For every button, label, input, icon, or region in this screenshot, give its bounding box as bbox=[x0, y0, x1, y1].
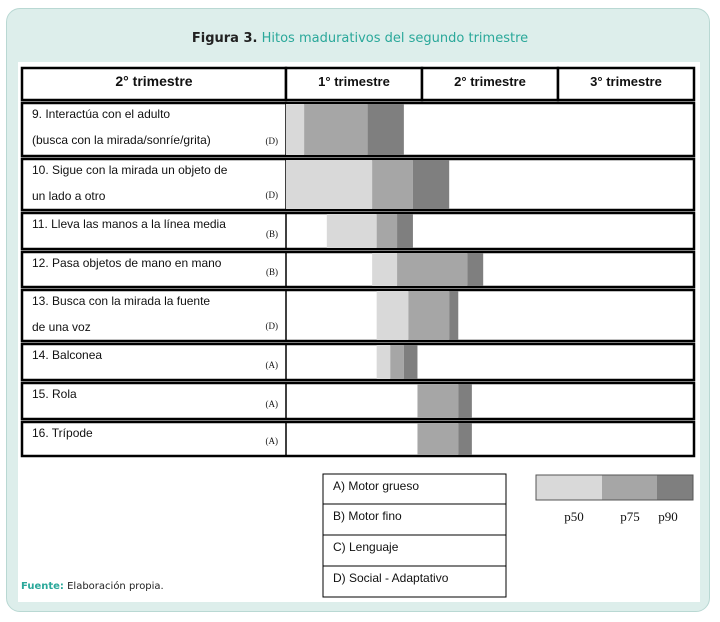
milestone-domain-code: (A) bbox=[265, 360, 278, 370]
bar-p90 bbox=[368, 104, 404, 155]
milestone-label: 10. Sigue con la mirada un objeto de bbox=[32, 163, 228, 177]
bar-p75 bbox=[377, 214, 397, 248]
domain-legend-item: D) Social - Adaptativo bbox=[333, 571, 449, 585]
milestone-domain-code: (B) bbox=[266, 229, 278, 239]
milestone-label: 9. Interactúa con el adulto bbox=[32, 107, 171, 121]
bar-p90 bbox=[397, 214, 413, 248]
percentile-swatch-p75 bbox=[602, 475, 657, 500]
header-label: 2° trimestre bbox=[454, 74, 526, 89]
milestone-domain-code: (D) bbox=[265, 136, 278, 146]
domain-legend-item: B) Motor fino bbox=[333, 509, 402, 523]
milestone-domain-code: (D) bbox=[265, 321, 278, 331]
milestone-row bbox=[22, 383, 694, 419]
milestone-domain-code: (D) bbox=[265, 190, 278, 200]
milestone-domain-code: (A) bbox=[265, 399, 278, 409]
milestone-label: 15. Rola bbox=[32, 387, 77, 401]
percentile-legend-label: p50 bbox=[564, 509, 584, 524]
bar-p50 bbox=[377, 291, 409, 340]
bar-p50 bbox=[286, 160, 372, 209]
milestone-domain-code: (B) bbox=[266, 267, 278, 277]
bar-p75 bbox=[417, 384, 458, 418]
header-label: 3° trimestre bbox=[590, 74, 662, 89]
source-text: Elaboración propia. bbox=[67, 581, 164, 592]
header-label: 2° trimestre bbox=[115, 73, 193, 89]
milestone-label: 14. Balconea bbox=[32, 348, 103, 362]
header-label: 1° trimestre bbox=[318, 74, 390, 89]
bar-p90 bbox=[449, 291, 458, 340]
milestone-label: (busca con la mirada/sonríe/grita) bbox=[32, 133, 211, 147]
bar-p90 bbox=[404, 345, 418, 379]
domain-legend-item: C) Lenguaje bbox=[333, 540, 399, 554]
domain-legend-item: A) Motor grueso bbox=[333, 479, 420, 493]
bar-p75 bbox=[390, 345, 404, 379]
figure-label: Figura 3. bbox=[191, 31, 258, 46]
bar-p90 bbox=[413, 160, 449, 209]
milestone-row bbox=[22, 422, 694, 456]
bar-p75 bbox=[397, 253, 467, 286]
bar-p50 bbox=[286, 104, 304, 155]
bar-p75 bbox=[408, 291, 449, 340]
bar-p50 bbox=[372, 253, 397, 286]
bar-p75 bbox=[372, 160, 413, 209]
bar-p75 bbox=[304, 104, 367, 155]
milestone-label: 11. Lleva las manos a la línea media bbox=[32, 217, 226, 231]
milestone-domain-code: (A) bbox=[265, 436, 278, 446]
bar-p75 bbox=[417, 423, 458, 455]
milestone-label: 12. Pasa objetos de mano en mano bbox=[32, 256, 222, 270]
milestone-label: un lado a otro bbox=[32, 189, 106, 203]
bar-p50 bbox=[327, 214, 377, 248]
bar-p50 bbox=[377, 345, 391, 379]
milestone-label: 16. Trípode bbox=[32, 426, 93, 440]
percentile-swatch-p90 bbox=[657, 475, 693, 500]
source-note bbox=[21, 581, 164, 592]
milestone-label: de una voz bbox=[32, 320, 91, 334]
bar-p90 bbox=[458, 384, 472, 418]
percentile-legend-label: p90 bbox=[658, 509, 678, 524]
source-label: Fuente: bbox=[21, 581, 64, 592]
bar-p90 bbox=[458, 423, 472, 455]
milestone-row bbox=[22, 344, 694, 380]
figure-title-text: Hitos madurativos del segundo trimestre bbox=[261, 31, 529, 46]
percentile-swatch-p50 bbox=[536, 475, 602, 500]
bar-p90 bbox=[467, 253, 483, 286]
milestone-label: 13. Busca con la mirada la fuente bbox=[32, 294, 211, 308]
percentile-legend-label: p75 bbox=[620, 509, 640, 524]
